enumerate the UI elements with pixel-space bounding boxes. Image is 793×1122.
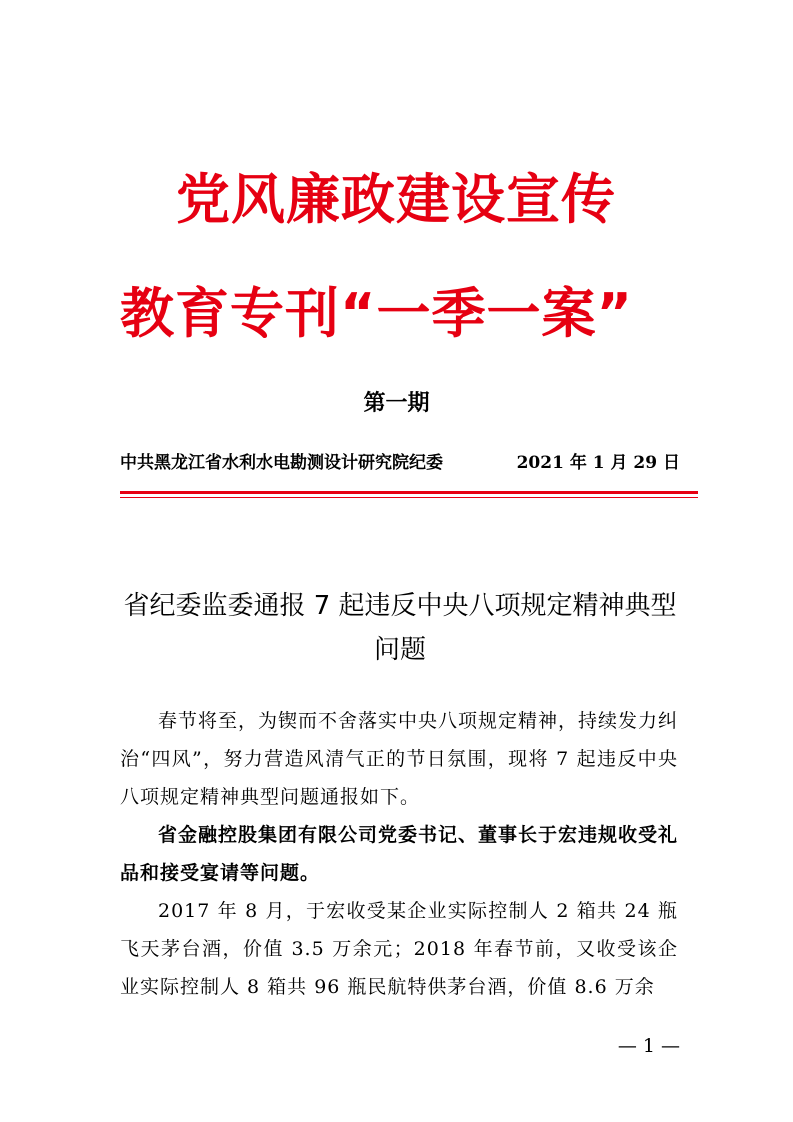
article-title: 省纪委监委通报 7 起违反中央八项规定精神典型问题 bbox=[123, 591, 677, 665]
masthead-title-line-2: 教育专刊“一季一案” bbox=[120, 282, 633, 345]
page-number: — 1 — bbox=[617, 1035, 680, 1057]
red-divider-thin bbox=[120, 497, 698, 498]
publishing-organization: 中共黑龙江省水利水电勘测设计研究院纪委 bbox=[120, 453, 443, 473]
masthead-title-line-1: 党风廉政建设宣传 bbox=[176, 168, 616, 231]
publication-date: 2021 年 1 月 29 日 bbox=[516, 453, 680, 473]
article-case-heading: 省金融控股集团有限公司党委书记、董事长于宏违规收受礼品和接受宴请等问题。 bbox=[120, 824, 679, 884]
publication-meta bbox=[120, 450, 680, 476]
issue-number: 第一期 bbox=[363, 390, 430, 416]
article-paragraph-intro: 春节将至，为锲而不舍落实中央八项规定精神，持续发力纠治“四风”，努力营造风清气正的节日氛围，现将 7 起违反中央八项规定精神典型问题通报如下。 bbox=[120, 710, 679, 808]
article-paragraph-case-detail: 2017 年 8 月，于宏收受某企业实际控制人 2 箱共 24 瓶飞天茅台酒，价值 3.5 万余元；2018 年春节前，又收受该企业实际控制人 8 箱共 96 瓶民航特供茅台酒，价值 8.6 万余 bbox=[120, 900, 678, 998]
article-body bbox=[120, 702, 678, 1006]
red-divider-thick bbox=[120, 491, 698, 494]
